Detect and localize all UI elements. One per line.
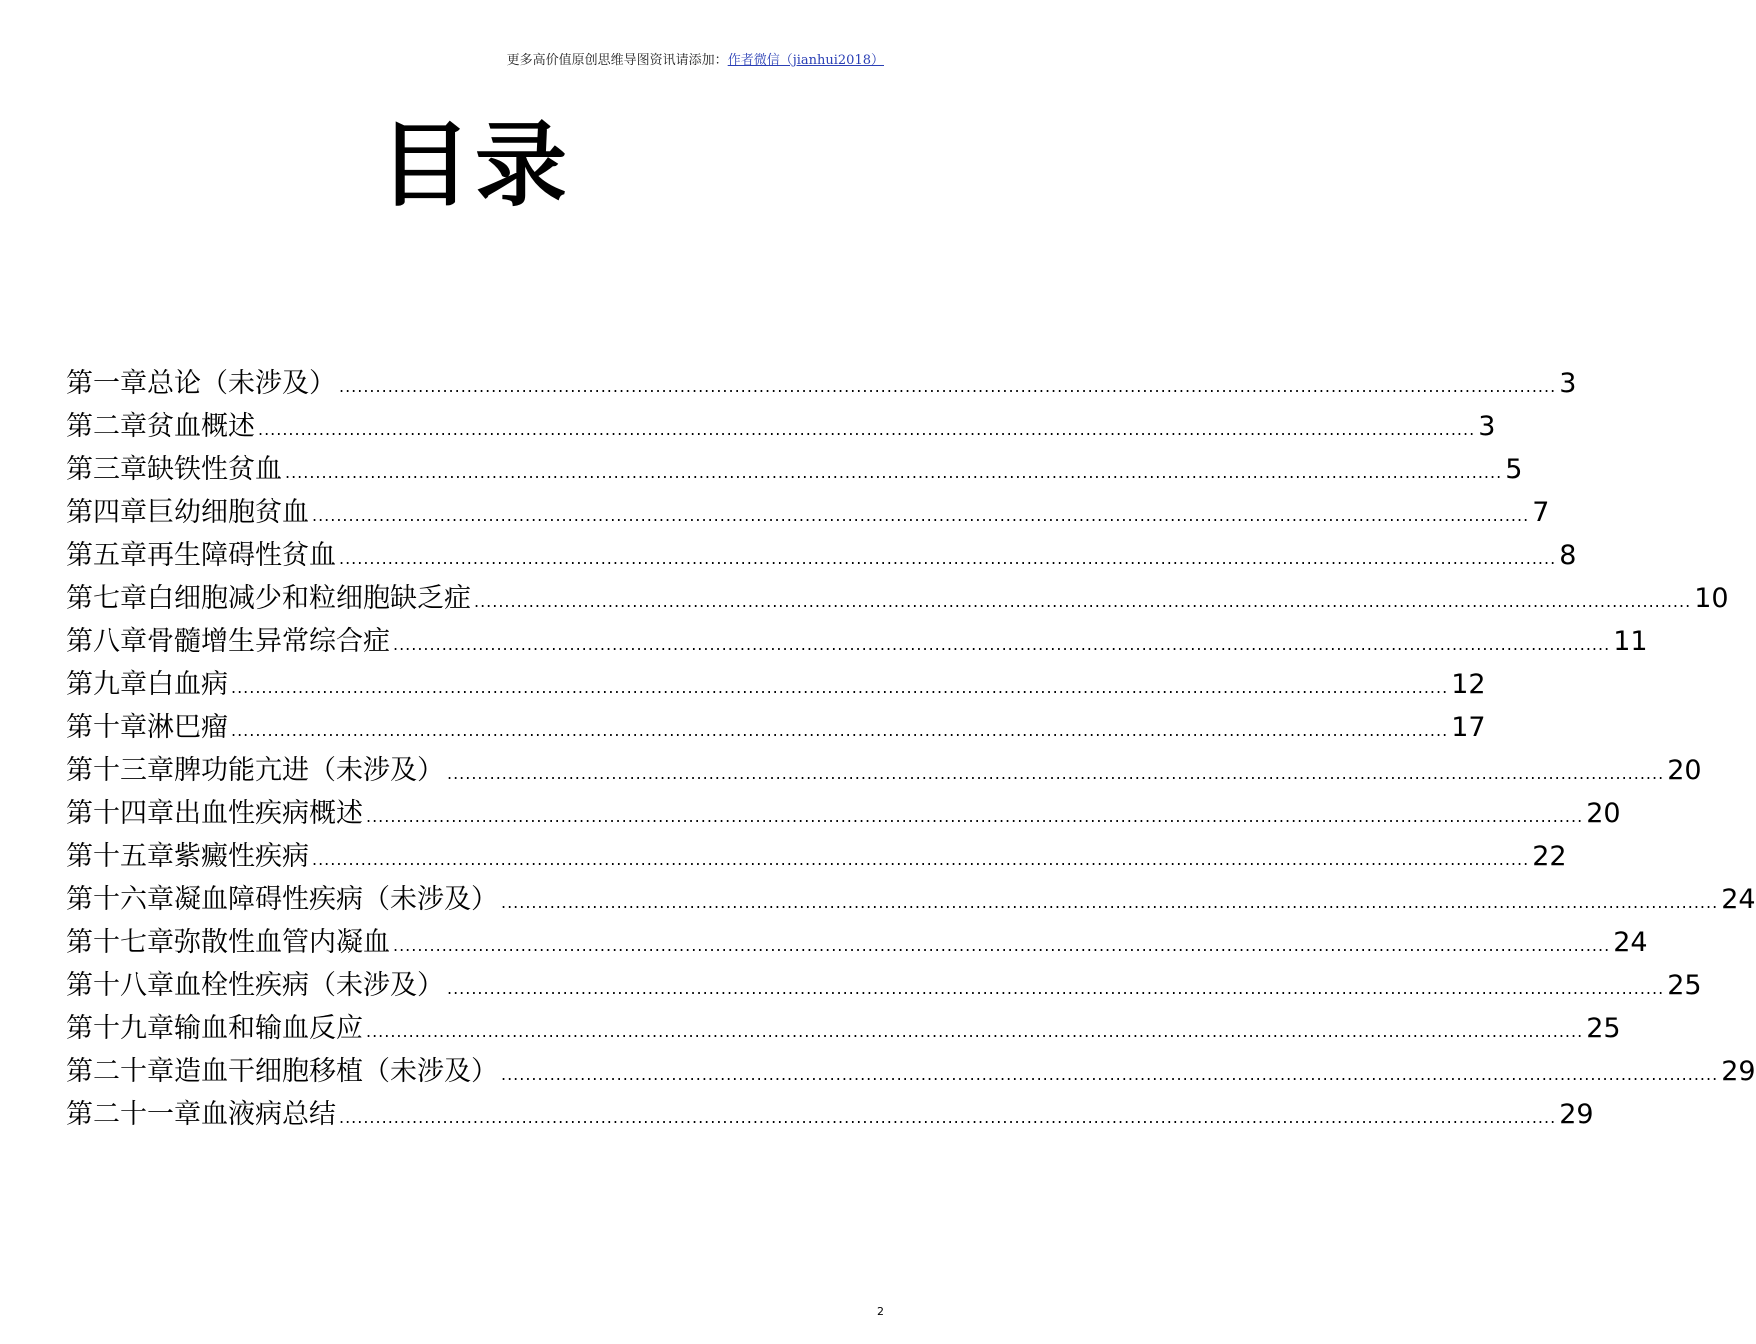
toc-chapter-number: 第四章 [66,497,147,528]
toc-page-number: 22 [1532,841,1567,872]
toc-page-number: 29 [1721,1056,1756,1087]
toc-entry[interactable] [66,1050,1756,1093]
toc-chapter-number: 第九章 [66,669,147,700]
toc-page-number: 7 [1532,497,1550,528]
toc-leader-dots: ........................................................................................................................................................................................................ [447,764,1665,783]
toc-chapter-title: 总论（未涉及） [147,368,336,399]
toc-leader-dots: ........................................................................................................................................................................................................ [501,1065,1719,1084]
toc-leader-dots: ........................................................................................................................................................................................................ [393,635,1611,654]
toc-entry[interactable] [66,577,1729,620]
toc-page-number: 25 [1667,970,1702,1001]
toc-entry[interactable] [66,878,1756,921]
toc-chapter-number: 第十章 [66,712,147,743]
toc-chapter-number: 第十三章 [66,755,174,786]
toc-entry[interactable] [66,362,1577,405]
toc-chapter-number: 第十五章 [66,841,174,872]
toc-page-number: 12 [1451,669,1486,700]
toc-page-number: 29 [1559,1099,1594,1130]
toc-page-number: 17 [1451,712,1486,743]
toc-entry[interactable] [66,964,1702,1007]
toc-entry[interactable] [66,706,1486,749]
toc-entry[interactable] [66,491,1550,534]
toc-chapter-number: 第十四章 [66,798,174,829]
toc-leader-dots: ........................................................................................................................................................................................................ [339,549,1557,568]
toc-chapter-title: 紫癜性疾病 [174,841,309,872]
toc-leader-dots: ........................................................................................................................................................................................................ [339,1108,1557,1127]
toc-chapter-number: 第八章 [66,626,147,657]
toc-page-number: 20 [1667,755,1702,786]
toc-leader-dots: ........................................................................................................................................................................................................ [393,936,1611,955]
toc-chapter-title: 出血性疾病概述 [174,798,363,829]
toc-leader-dots: ........................................................................................................................................................................................................ [285,463,1503,482]
toc-entry[interactable] [66,921,1648,964]
toc-page-number: 25 [1586,1013,1621,1044]
toc-chapter-title: 血栓性疾病（未涉及） [174,970,444,1001]
toc-chapter-title: 输血和输血反应 [174,1013,363,1044]
toc-entry[interactable] [66,835,1567,878]
toc-entry[interactable] [66,1007,1621,1050]
toc-chapter-title: 贫血概述 [147,411,255,442]
toc-entry[interactable] [66,448,1523,491]
toc-chapter-number: 第七章 [66,583,147,614]
toc-chapter-title: 骨髓增生异常综合症 [147,626,390,657]
toc-chapter-title: 弥散性血管内凝血 [174,927,390,958]
toc-page-number: 3 [1478,411,1496,442]
toc-chapter-number: 第二章 [66,411,147,442]
toc-entry[interactable] [66,534,1577,577]
toc-chapter-title: 缺铁性贫血 [147,454,282,485]
toc-page-number: 11 [1613,626,1648,657]
page-number: 2 [877,1305,884,1318]
toc-entry[interactable] [66,620,1648,663]
toc-chapter-title: 白细胞减少和粒细胞缺乏症 [147,583,471,614]
toc-page-number: 24 [1613,927,1648,958]
toc-leader-dots: ........................................................................................................................................................................................................ [258,420,1476,439]
toc-chapter-number: 第十九章 [66,1013,174,1044]
toc-page-number: 20 [1586,798,1621,829]
toc-chapter-title: 凝血障碍性疾病（未涉及） [174,884,498,915]
toc-leader-dots: ........................................................................................................................................................................................................ [339,377,1557,396]
toc-chapter-number: 第五章 [66,540,147,571]
toc-entry[interactable] [66,405,1496,448]
toc-chapter-title: 巨幼细胞贫血 [147,497,309,528]
toc-entry[interactable] [66,749,1702,792]
toc-leader-dots: ........................................................................................................................................................................................................ [474,592,1692,611]
toc-chapter-title: 造血干细胞移植（未涉及） [174,1056,498,1087]
toc-leader-dots: ........................................................................................................................................................................................................ [312,850,1530,869]
toc-chapter-title: 再生障碍性贫血 [147,540,336,571]
toc-chapter-title: 白血病 [147,669,228,700]
toc-page-number: 24 [1721,884,1756,915]
toc-leader-dots: ........................................................................................................................................................................................................ [231,678,1449,697]
author-wechat-link[interactable]: 作者微信（jianhui2018） [727,53,884,68]
table-of-contents [66,362,1756,1136]
page-title: 目录 [378,111,571,219]
toc-page-number: 5 [1505,454,1523,485]
toc-leader-dots: ........................................................................................................................................................................................................ [231,721,1449,740]
toc-entry[interactable] [66,663,1486,706]
toc-chapter-number: 第十七章 [66,927,174,958]
toc-entry[interactable] [66,1093,1594,1136]
toc-chapter-number: 第三章 [66,454,147,485]
header-text: 更多高价值原创思维导图资讯请添加： [506,53,728,68]
toc-chapter-number: 第一章 [66,368,147,399]
toc-leader-dots: ........................................................................................................................................................................................................ [447,979,1665,998]
toc-chapter-number: 第十六章 [66,884,174,915]
toc-chapter-number: 第二十一章 [66,1099,201,1130]
header-note [507,49,884,68]
toc-chapter-title: 血液病总结 [201,1099,336,1130]
toc-leader-dots: ........................................................................................................................................................................................................ [312,506,1530,525]
toc-chapter-title: 脾功能亢进（未涉及） [174,755,444,786]
toc-entry[interactable] [66,792,1621,835]
toc-page-number: 3 [1559,368,1577,399]
toc-leader-dots: ........................................................................................................................................................................................................ [501,893,1719,912]
toc-leader-dots: ........................................................................................................................................................................................................ [366,1022,1584,1041]
toc-chapter-number: 第二十章 [66,1056,174,1087]
toc-chapter-title: 淋巴瘤 [147,712,228,743]
toc-page-number: 8 [1559,540,1577,571]
toc-page-number: 10 [1694,583,1729,614]
toc-chapter-number: 第十八章 [66,970,174,1001]
toc-leader-dots: ........................................................................................................................................................................................................ [366,807,1584,826]
